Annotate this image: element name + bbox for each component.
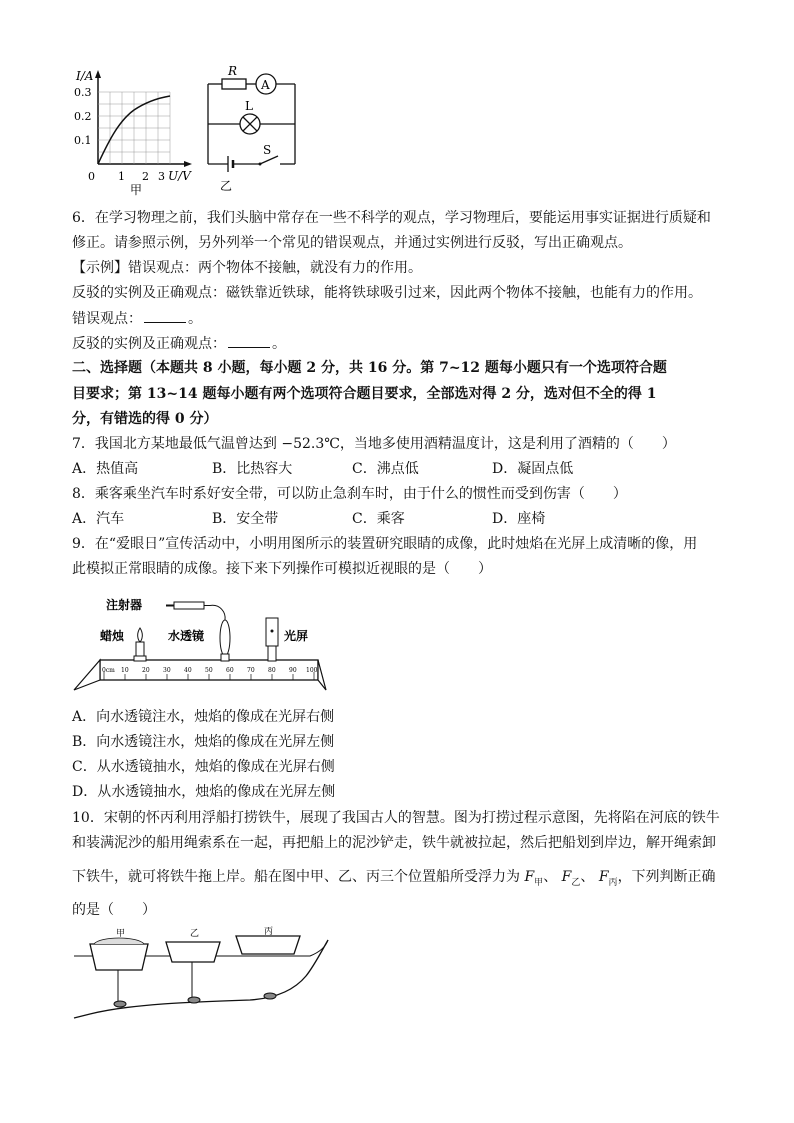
scale-tick: 100: [306, 667, 318, 674]
period: 。: [272, 336, 286, 352]
graph-y-tick: 0.2: [74, 110, 92, 123]
lens-label: 水透镜: [168, 629, 205, 643]
q8-option-b[interactable]: B．安全带: [212, 511, 279, 527]
q10-line-3-suffix: ，下列判断正确: [617, 869, 716, 885]
q7-option-d[interactable]: D．凝固点低: [492, 461, 574, 477]
boat-yi-label: 乙: [190, 929, 200, 939]
optical-bench-figure: [70, 592, 330, 697]
q8-option-d[interactable]: D．座椅: [492, 511, 546, 527]
circuit-s-label: S: [263, 143, 272, 157]
section2-heading-3: 分，有错选的得 0 分）: [72, 411, 218, 427]
scale-tick: 20: [142, 667, 150, 674]
circuit-a-label: A: [261, 78, 270, 92]
syringe-label: 注射器: [106, 598, 143, 612]
q10-line-3: [72, 867, 722, 893]
q9-option-a[interactable]: A．向水透镜注水，烛焰的像成在光屏右侧: [72, 709, 335, 725]
q10-line-1: 10．宋朝的怀丙利用浮船打捞铁牛，展现了我国古人的智慧。图为打捞过程示意图，先将陷在河底的铁牛: [72, 810, 720, 826]
force-subscript: 丙: [608, 877, 618, 888]
graph-x-tick: 0: [88, 170, 95, 183]
boat-salvage-figure: [70, 926, 332, 1022]
q9-option-c[interactable]: C．从水透镜抽水，烛焰的像成在光屏右侧: [72, 759, 335, 775]
q8-option-c[interactable]: C．乘客: [352, 511, 405, 527]
graph-y-tick: 0.1: [74, 134, 92, 147]
period: 。: [188, 311, 202, 327]
section2-heading-1: 二、选择题（本题共 8 小题，每小题 2 分，共 16 分。第 7~12 题每小题只有一个选项符合题: [72, 360, 667, 376]
iu-graph-figure: [70, 68, 200, 198]
separator: 、: [543, 869, 558, 885]
force-symbol: F: [598, 869, 609, 885]
scale-tick: 70: [247, 667, 255, 674]
q6-answer-rebuttal: [72, 333, 722, 354]
force-subscript: 乙: [571, 877, 581, 888]
graph-x-tick: 2: [142, 170, 149, 183]
scale-tick: 10: [121, 667, 129, 674]
force-symbol: F: [561, 869, 572, 885]
circuit-caption: 乙: [220, 179, 233, 193]
scale-tick: 90: [289, 667, 297, 674]
q6-example-rebuttal: 反驳的实例及正确观点：磁铁靠近铁球，能将铁球吸引过来，因此两个物体不接触，也能有力的作用。: [72, 285, 702, 301]
q6-example: 【示例】错误观点：两个物体不接触，就没有力的作用。: [72, 260, 422, 276]
q6-line-1: 6．在学习物理之前，我们头脑中常存在一些不科学的观点，学习物理后，要能运用事实证据进行质疑和: [72, 210, 711, 226]
q7-option-c[interactable]: C．沸点低: [352, 461, 419, 477]
force-symbol: F: [524, 869, 535, 885]
scale-tick: 40: [184, 667, 192, 674]
q7-option-b[interactable]: B．比热容大: [212, 461, 293, 477]
scale-tick: 0cm: [102, 667, 115, 674]
q7-stem: 7．我国北方某地最低气温曾达到 −52.3℃，当地多使用酒精温度计，这是利用了酒精的（ ）: [72, 436, 676, 452]
q10-line-2: 和装满泥沙的船用绳索系在一起，再把船上的泥沙铲走，铁牛就被拉起，然后把船划到岸边，解开绳索卸: [72, 835, 716, 851]
scale-tick: 50: [205, 667, 213, 674]
graph-y-tick: 0.3: [74, 86, 92, 99]
q9-line-2: 此模拟正常眼睛的成像。接下来下列操作可模拟近视眼的是（ ）: [72, 561, 492, 577]
q8-option-a[interactable]: A．汽车: [72, 511, 125, 527]
graph-x-tick: 3: [158, 170, 165, 183]
section2-heading-2: 目要求；第 13~14 题每小题有两个选项符合题目要求，全部选对得 2 分，选对但不全的得 1: [72, 386, 657, 402]
q9-option-b[interactable]: B．向水透镜注水，烛焰的像成在光屏左侧: [72, 734, 335, 750]
graph-x-label: U/V: [168, 169, 191, 183]
answer-blank[interactable]: [228, 333, 270, 348]
circuit-l-label: L: [245, 99, 253, 113]
q6-answer-rebuttal-label: 反驳的实例及正确观点：: [72, 336, 226, 352]
q6-answer-wrong-view: [72, 308, 722, 329]
q10-line-4: 的是（ ）: [72, 902, 156, 918]
q9-option-d[interactable]: D．从水透镜抽水，烛焰的像成在光屏左侧: [72, 784, 336, 800]
q8-stem: 8．乘客乘坐汽车时系好安全带，可以防止急刹车时，由于什么的惯性而受到伤害（ ）: [72, 486, 627, 502]
scale-tick: 80: [268, 667, 276, 674]
screen-label: 光屏: [284, 629, 309, 643]
force-subscript: 甲: [534, 877, 544, 888]
boat-jia-label: 甲: [116, 929, 126, 939]
q6-answer-wrong-label: 错误观点：: [72, 311, 142, 327]
q6-line-2: 修正。请参照示例，另外列举一个常见的错误观点，并通过实例进行反驳，写出正确观点。: [72, 235, 632, 251]
graph-y-label: I/A: [76, 69, 94, 83]
boat-bing-label: 丙: [264, 927, 274, 937]
answer-blank[interactable]: [144, 308, 186, 323]
graph-x-tick: 1: [118, 170, 125, 183]
separator: 、: [580, 869, 595, 885]
scale-tick: 60: [226, 667, 234, 674]
circuit-r-label: R: [228, 66, 238, 78]
q9-line-1: 9．在“爱眼日”宣传活动中，小明用图所示的装置研究眼睛的成像，此时烛焰在光屏上成清晰的像，用: [72, 536, 698, 552]
scale-tick: 30: [163, 667, 171, 674]
graph-caption: 甲: [130, 183, 143, 197]
q7-option-a[interactable]: A．热值高: [72, 461, 139, 477]
circuit-figure: [200, 66, 305, 196]
q10-line-3-text: 下铁牛，就可将铁牛拖上岸。船在图中甲、乙、丙三个位置船所受浮力为: [72, 869, 520, 885]
candle-label: 蜡烛: [100, 629, 125, 643]
